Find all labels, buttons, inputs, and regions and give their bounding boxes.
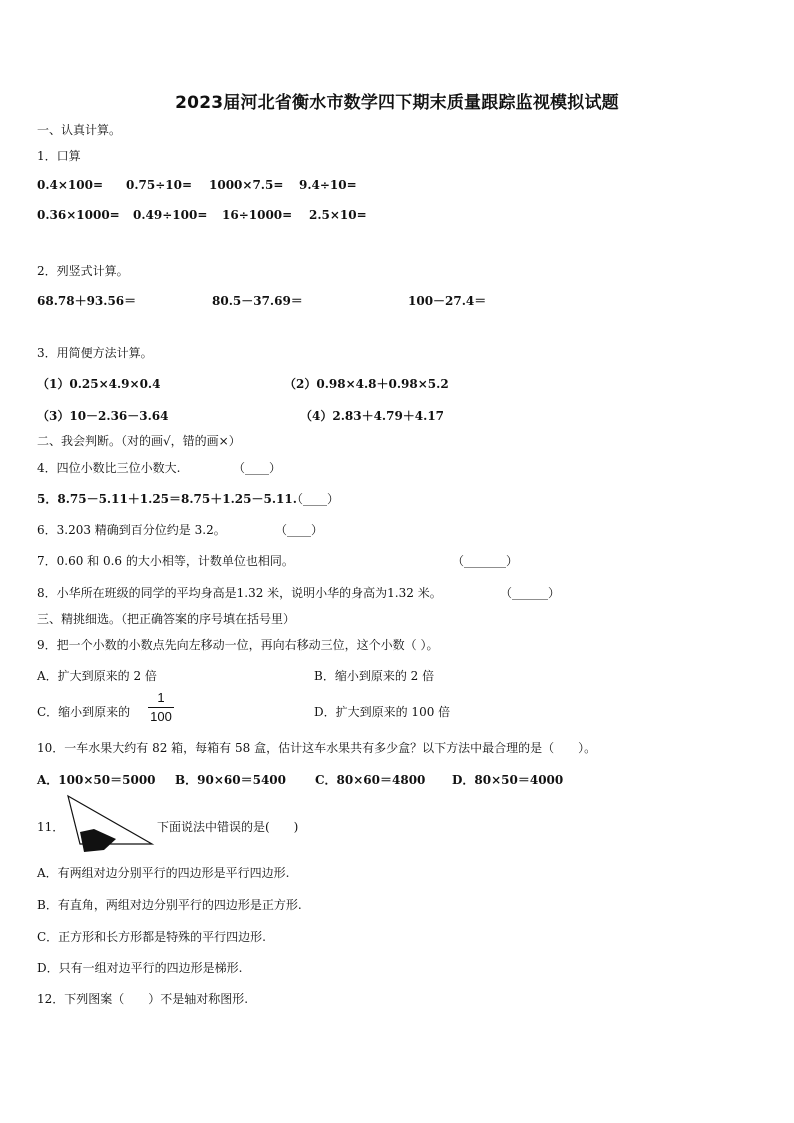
q1-label: 1．口算 bbox=[37, 149, 81, 163]
q9-option-a: A．扩大到原来的 2 倍 bbox=[37, 669, 157, 683]
q2-label: 2．列竖式计算。 bbox=[37, 264, 129, 278]
q10-option-d: D．80×50＝4000 bbox=[452, 773, 564, 787]
q7-text: 7．0.60 和 0.6 的大小相等，计数单位也相同。 bbox=[37, 554, 294, 568]
q3-label: 3．用简便方法计算。 bbox=[37, 346, 153, 360]
q9-stem: 9．把一个小数的小数点先向左移动一位，再向右移动三位，这个小数（ ）。 bbox=[37, 638, 439, 652]
section3-heading: 三、精挑细选。（把正确答案的序号填在括号里） bbox=[37, 612, 296, 626]
black-pentagon-shape bbox=[80, 829, 116, 852]
q1-r2-item-4: 2.5×10= bbox=[309, 208, 367, 222]
q10-stem: 10．一车水果大约有 82 箱，每箱有 58 盒，估计这车水果共有多少盒？以下方法中最合理的是（ ）。 bbox=[37, 741, 597, 755]
q9-option-c: C．缩小到原来的 bbox=[37, 705, 131, 719]
page-title: 2023届河北省衡水市数学四下期末质量跟踪监视模拟试题 bbox=[175, 93, 619, 113]
q9-option-c-fraction bbox=[148, 690, 174, 725]
q11-triangle-figure bbox=[64, 792, 156, 854]
q2-item-1: 68.78＋93.56＝ bbox=[37, 294, 137, 308]
q7-answer-blank[interactable]: （_______） bbox=[452, 554, 519, 568]
q3-item-1: （1）0.25×4.9×0.4 bbox=[37, 377, 161, 391]
q10-option-a: A．100×50＝5000 bbox=[37, 773, 156, 787]
q3-item-2: （2）0.98×4.8＋0.98×5.2 bbox=[284, 377, 449, 391]
q10-option-b: B．90×60＝5400 bbox=[175, 773, 286, 787]
q9-option-d: D．扩大到原来的 100 倍 bbox=[314, 705, 451, 719]
q1-r2-item-1: 0.36×1000= bbox=[37, 208, 120, 222]
q10-option-c: C．80×60＝4800 bbox=[315, 773, 426, 787]
q5-answer-blank[interactable]: （____） bbox=[291, 492, 340, 506]
q3-item-3: （3）10－2.36－3.64 bbox=[37, 409, 169, 423]
q8-answer-blank[interactable]: （______） bbox=[500, 586, 561, 600]
q12-stem: 12．下列图案（ ）不是轴对称图形. bbox=[37, 992, 249, 1006]
section1-heading: 一、认真计算。 bbox=[37, 123, 122, 137]
q11-option-c: C．正方形和长方形都是特殊的平行四边形. bbox=[37, 930, 266, 944]
q6-text: 6．3.203 精确到百分位约是 3.2。 bbox=[37, 523, 226, 537]
fraction-denominator: 100 bbox=[150, 709, 172, 724]
q1-r1-item-2: 0.75÷10= bbox=[126, 178, 193, 192]
q11-option-a: A．有两组对边分别平行的四边形是平行四边形. bbox=[37, 866, 290, 880]
section2-heading: 二、我会判断。（对的画√，错的画×） bbox=[37, 434, 241, 448]
fraction-numerator: 1 bbox=[157, 690, 165, 705]
q1-r2-item-3: 16÷1000= bbox=[222, 208, 293, 222]
q11-option-b: B．有直角，两组对边分别平行的四边形是正方形. bbox=[37, 898, 302, 912]
q1-r1-item-3: 1000×7.5= bbox=[209, 178, 284, 192]
q3-item-4: （4）2.83＋4.79＋4.17 bbox=[300, 409, 445, 423]
q9-option-b: B．缩小到原来的 2 倍 bbox=[314, 669, 435, 683]
q5-text: 5．8.75－5.11＋1.25＝8.75＋1.25－5.11. bbox=[37, 492, 297, 506]
q1-r1-item-4: 9.4÷10= bbox=[299, 178, 357, 192]
q8-text: 8．小华所在班级的同学的平均身高是1.32 米，说明小华的身高为1.32 米。 bbox=[37, 586, 442, 600]
q1-r2-item-2: 0.49÷100= bbox=[133, 208, 208, 222]
q6-answer-blank[interactable]: （____） bbox=[275, 523, 324, 537]
q11-option-d: D．只有一组对边平行的四边形是梯形. bbox=[37, 961, 243, 975]
q11-label: 11． bbox=[37, 820, 65, 834]
q2-item-2: 80.5－37.69＝ bbox=[212, 294, 303, 308]
q1-r1-item-1: 0.4×100= bbox=[37, 178, 104, 192]
fraction-bar bbox=[148, 707, 174, 708]
q4-answer-blank[interactable]: （____） bbox=[233, 461, 282, 475]
q11-stem: 下面说法中错误的是( ) bbox=[157, 820, 299, 834]
q4-text: 4．四位小数比三位小数大. bbox=[37, 461, 181, 475]
q2-item-3: 100－27.4＝ bbox=[408, 294, 487, 308]
